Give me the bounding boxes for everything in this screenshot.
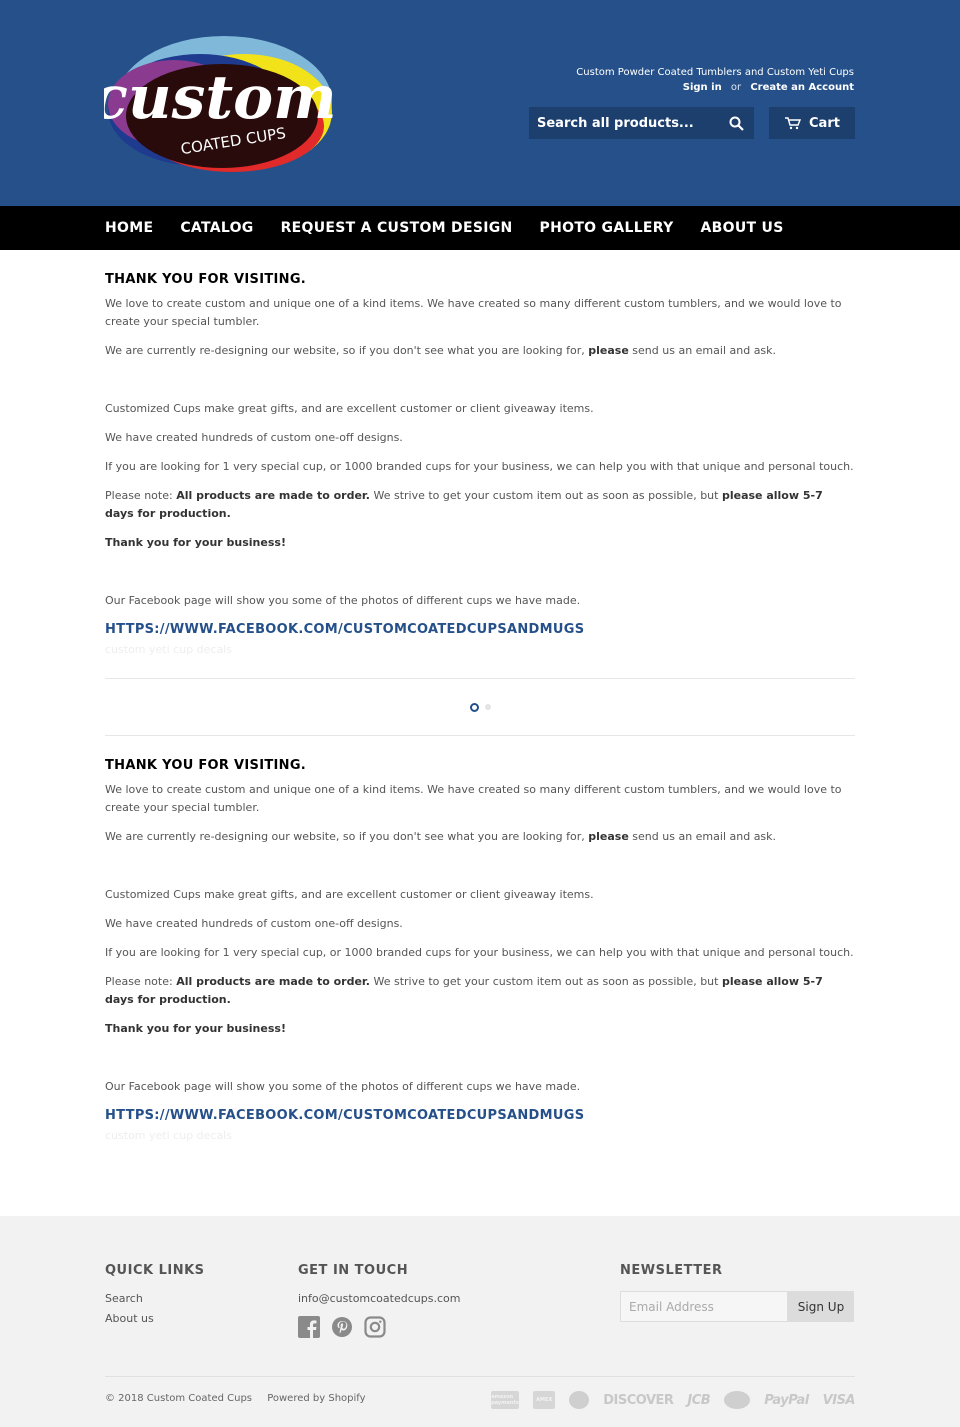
content-heading: THANK YOU FOR VISITING.: [105, 272, 307, 287]
paypal-icon: PayPal: [764, 1392, 809, 1408]
paragraph-business: If you are looking for 1 very special cup, or 1000 branded cups for your business, we can help you with that unique and personal touch.: [105, 946, 854, 959]
sign-in-link[interactable]: Sign in: [682, 82, 722, 93]
payment-icons: [491, 1391, 855, 1409]
main-content: [0, 250, 960, 1142]
paragraph-redesign: We are currently re-designing our website, so if you don't see what you are looking for, please send us an email and ask.: [105, 830, 777, 843]
cart-button[interactable]: [769, 107, 855, 139]
paragraph-redesign: We are currently re-designing our website, so if you don't see what you are looking for, please send us an email and ask.: [105, 344, 777, 357]
search-button[interactable]: [718, 107, 754, 139]
amex-icon: AMEX: [533, 1391, 555, 1409]
get-in-touch-column: [298, 1263, 460, 1338]
cart-label: Cart: [809, 115, 840, 131]
paragraph-note: Please note: All products are made to order. We strive to get your custom item out as soon as possible, but please allow 5-7 days for production.: [105, 489, 823, 520]
nav-request-custom-design[interactable]: REQUEST A CUSTOM DESIGN: [280, 220, 513, 236]
site-logo[interactable]: [104, 30, 336, 176]
sign-up-button[interactable]: Sign Up: [788, 1291, 854, 1322]
logo-main-text: custom: [104, 63, 336, 133]
content-heading: THANK YOU FOR VISITING.: [105, 758, 307, 773]
footer-link-about[interactable]: About us: [105, 1312, 154, 1325]
visa-icon: VISA: [822, 1392, 855, 1408]
slide-dot-2[interactable]: [485, 704, 491, 710]
newsletter-email-input[interactable]: [620, 1291, 788, 1322]
search-icon: [729, 116, 744, 131]
nav-about-us[interactable]: ABOUT US: [700, 220, 784, 236]
nav-photo-gallery[interactable]: PHOTO GALLERY: [539, 220, 674, 236]
instagram-icon[interactable]: [364, 1316, 386, 1338]
copyright-text: © 2018 Custom Coated Cups: [105, 1393, 253, 1404]
search-form: [529, 107, 754, 139]
paragraph-designs: We have created hundreds of custom one-off designs.: [105, 917, 403, 930]
facebook-icon[interactable]: [298, 1316, 320, 1338]
cart-icon: [784, 116, 801, 130]
search-input[interactable]: [529, 116, 718, 131]
paragraph-gifts: Customized Cups make great gifts, and are excellent customer or client giveaway items.: [105, 402, 594, 415]
slide-content-1: [105, 250, 855, 656]
social-icons: [298, 1316, 460, 1338]
header-tagline: Custom Powder Coated Tumblers and Custom Yeti Cups: [576, 67, 854, 78]
copyright: [105, 1393, 378, 1404]
quick-links-column: [105, 1263, 205, 1325]
site-footer: [0, 1216, 960, 1427]
paragraph-facebook: Our Facebook page will show you some of the photos of different cups we have made.: [105, 1080, 581, 1093]
logo-sub-text: COATED CUPS: [179, 123, 288, 159]
facebook-link[interactable]: HTTPS://WWW.FACEBOOK.COM/CUSTOMCOATEDCUPSANDMUGS: [105, 1108, 585, 1123]
paragraph-intro: We love to create custom and unique one of a kind items. We have created so many different custom tumblers, and we would love to create your special tumbler.: [105, 297, 842, 328]
newsletter-form: [620, 1291, 854, 1322]
newsletter-title: NEWSLETTER: [620, 1263, 723, 1278]
paragraph-thanks: Thank you for your business!: [105, 536, 286, 549]
slide-content-2: [105, 736, 855, 1142]
footer-link-search[interactable]: Search: [105, 1292, 143, 1305]
paragraph-designs: We have created hundreds of custom one-off designs.: [105, 431, 403, 444]
paragraph-intro: We love to create custom and unique one of a kind items. We have created so many different custom tumblers, and we would love to create your special tumbler.: [105, 783, 842, 814]
master-icon: [724, 1391, 750, 1409]
contact-email[interactable]: info@customcoatedcups.com: [298, 1292, 461, 1305]
facebook-link[interactable]: HTTPS://WWW.FACEBOOK.COM/CUSTOMCOATEDCUPSANDMUGS: [105, 622, 585, 637]
discover-icon: DISCOVER: [603, 1392, 674, 1408]
pinterest-icon[interactable]: [331, 1316, 353, 1338]
paragraph-business: If you are looking for 1 very special cup, or 1000 branded cups for your business, we can help you with that unique and personal touch.: [105, 460, 854, 473]
newsletter-column: [620, 1263, 854, 1322]
paragraph-gifts: Customized Cups make great gifts, and are excellent customer or client giveaway items.: [105, 888, 594, 901]
diners-club-icon: [569, 1391, 589, 1409]
paragraph-note: Please note: All products are made to order. We strive to get your custom item out as soon as possible, but please allow 5-7 days for production.: [105, 975, 823, 1006]
quick-links-title: QUICK LINKS: [105, 1263, 205, 1278]
image-caption: custom yeti cup decals: [105, 643, 232, 656]
slider-pagination: [105, 679, 855, 735]
create-account-link[interactable]: Create an Account: [750, 82, 854, 93]
account-links: [683, 82, 854, 93]
powered-by-link[interactable]: Powered by Shopify: [267, 1393, 366, 1404]
get-in-touch-title: GET IN TOUCH: [298, 1263, 409, 1278]
paragraph-thanks: Thank you for your business!: [105, 1022, 286, 1035]
or-separator: or: [730, 82, 742, 93]
slide-dot-1[interactable]: [470, 703, 479, 712]
site-header: [0, 0, 960, 206]
nav-home[interactable]: HOME: [105, 220, 154, 236]
paragraph-facebook: Our Facebook page will show you some of the photos of different cups we have made.: [105, 594, 581, 607]
footer-divider: [105, 1376, 855, 1377]
nav-catalog[interactable]: CATALOG: [180, 220, 254, 236]
amazon-payments-icon: amazon payments: [491, 1391, 519, 1409]
image-caption: custom yeti cup decals: [105, 1129, 232, 1142]
jcb-icon: JCB: [687, 1392, 711, 1408]
main-nav: [0, 206, 960, 250]
